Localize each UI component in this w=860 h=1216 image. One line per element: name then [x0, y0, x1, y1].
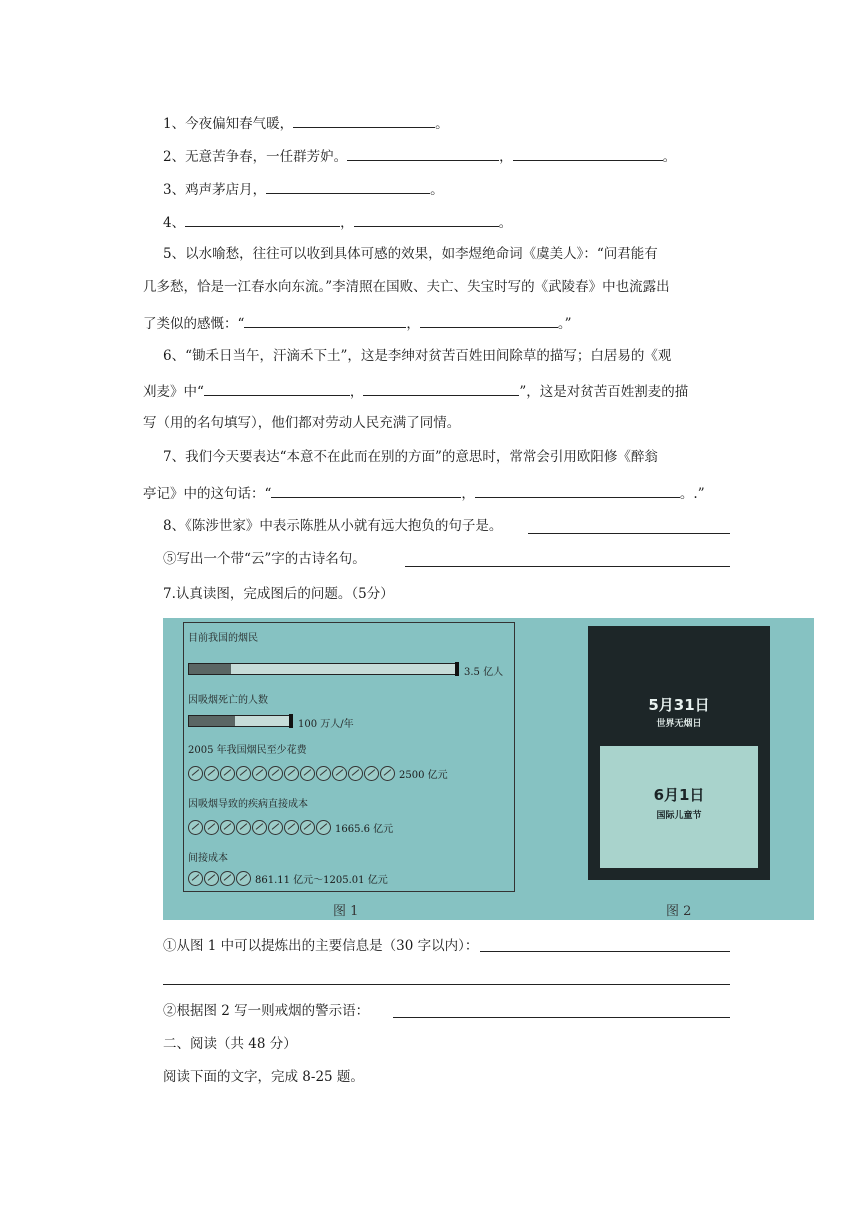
coin-icon: [204, 871, 219, 886]
question-7-line-2: 亭记》中的这句话：“ ， 。.”: [143, 482, 705, 504]
fig1-row3-coins: [188, 766, 448, 781]
fig2-caption: 图 2: [666, 904, 692, 919]
smokers-bar: [188, 663, 456, 675]
question-6-line-1: 6、“锄禾日当午，汗滴禾下土”，这是李绅对贫苦百姓田间除草的描写；白居易的《观: [163, 348, 672, 364]
coin-icon: [252, 766, 267, 781]
fig1-row2-label: 因吸烟死亡的人数: [188, 695, 268, 706]
answer-blank[interactable]: [513, 145, 663, 161]
fig1-row5-coins: [188, 871, 388, 886]
coin-icon: [268, 766, 283, 781]
answer-blank[interactable]: [204, 380, 350, 396]
smokers-bar-fill: [189, 664, 231, 674]
figure-1-panel: [183, 622, 515, 892]
question-7-line-1: 7、我们今天要表达“本意不在此而在别的方面”的意思时，常常会引用欧阳修《醉翁: [163, 449, 658, 465]
coin-icon: [236, 766, 251, 781]
answer-blank[interactable]: [363, 380, 519, 396]
question-1: 1、今夜偏知春气暖， 。: [163, 112, 449, 134]
coin-icon: [284, 820, 299, 835]
answer-line[interactable]: [480, 951, 730, 952]
coin-icon: [204, 820, 219, 835]
answer-blank[interactable]: [293, 112, 435, 128]
fig1-row2-value: 100 万人/年: [298, 719, 354, 730]
coin-icon: [332, 766, 347, 781]
fig2-date1: 5月31日: [648, 696, 710, 714]
answer-line[interactable]: [528, 533, 730, 534]
bar-cap: [455, 662, 459, 676]
answer-blank[interactable]: [271, 482, 461, 498]
answer-line[interactable]: [163, 984, 730, 985]
question-8: 8、《陈涉世家》中表示陈胜从小就有远大抱负的句子是。: [163, 518, 503, 534]
reading-instruction: 阅读下面的文字，完成 8-25 题。: [163, 1069, 364, 1085]
fig1-row4-value: 1665.6 亿元: [335, 824, 394, 835]
answer-blank[interactable]: [354, 211, 499, 227]
question-5-line-2: 几多愁，恰是一江春水向东流。”李清照在国败、夫亡、失宝时写的《武陵春》中也流露出: [143, 279, 670, 295]
fig1-row5-label: 间接成本: [188, 853, 228, 864]
question-4: 4、 ， 。: [163, 211, 512, 233]
smoking-figure: [163, 618, 814, 920]
coin-icon: [188, 820, 203, 835]
answer-line[interactable]: [393, 1017, 730, 1018]
coin-icon: [284, 766, 299, 781]
fig1-row1-value: 3.5 亿人: [464, 667, 504, 678]
section-2-heading: 二、阅读（共 48 分）: [163, 1036, 297, 1052]
answer-blank[interactable]: [266, 178, 430, 194]
answer-blank[interactable]: [347, 145, 499, 161]
question-figure: 7.认真读图，完成图后的问题。（5分）: [163, 586, 394, 602]
answer-blank[interactable]: [185, 211, 340, 227]
question-6-line-3: 写（用的名句填写），他们都对劳动人民充满了同情。: [143, 415, 461, 431]
coin-icon: [364, 766, 379, 781]
fig2-event2: 国际儿童节: [656, 811, 702, 821]
fig1-row4-coins: [188, 820, 393, 835]
question-yun: ⑤写出一个带“云”字的古诗名句。: [163, 551, 366, 567]
fig1-row3-value: 2500 亿元: [399, 770, 448, 781]
fig1-row3-label: 2005 年我国烟民至少花费: [188, 745, 307, 756]
question-5-line-1: 5、以水喻愁，往往可以收到具体可感的效果，如李煜绝命词《虞美人》：“问君能有: [163, 246, 658, 262]
bar-cap: [289, 714, 293, 728]
coin-icon: [316, 766, 331, 781]
figure-2-panel: [588, 626, 770, 880]
coin-icon: [188, 871, 203, 886]
coin-icon: [300, 820, 315, 835]
fig1-caption: 图 1: [333, 904, 359, 919]
sub-question-2: ②根据图 2 写一则戒烟的警示语：: [163, 1003, 370, 1019]
fig2-event1: 世界无烟日: [656, 719, 702, 729]
answer-blank[interactable]: [475, 482, 680, 498]
deaths-bar: [188, 715, 290, 727]
coin-icon: [236, 820, 251, 835]
question-5-line-3: 了类似的感慨：“ ， 。”: [143, 312, 572, 334]
fig2-date2: 6月1日: [653, 786, 705, 804]
question-6-line-2: 刈麦》中“ ， ”，这是对贫苦百姓割麦的描: [143, 380, 688, 402]
fig1-title: 目前我国的烟民: [188, 633, 258, 644]
coin-icon: [348, 766, 363, 781]
coin-icon: [220, 820, 235, 835]
coin-icon: [316, 820, 331, 835]
question-3: 3、鸡声茅店月， 。: [163, 178, 444, 200]
coin-icon: [252, 820, 267, 835]
sub-question-1: ①从图 1 中可以提炼出的主要信息是（30 字以内）：: [163, 938, 479, 954]
coin-icon: [204, 766, 219, 781]
deaths-bar-fill: [189, 716, 235, 726]
coin-icon: [268, 820, 283, 835]
answer-line[interactable]: [405, 566, 730, 567]
coin-icon: [236, 871, 251, 886]
fig1-row4-label: 因吸烟导致的疾病直接成本: [188, 799, 308, 810]
coin-icon: [300, 766, 315, 781]
answer-blank[interactable]: [244, 312, 406, 328]
coin-icon: [220, 871, 235, 886]
coin-icon: [380, 766, 395, 781]
coin-icon: [220, 766, 235, 781]
fig1-row5-value: 861.11 亿元～1205.01 亿元: [255, 875, 388, 886]
answer-blank[interactable]: [420, 312, 558, 328]
coin-icon: [188, 766, 203, 781]
question-2: 2、无意苦争春，一任群芳妒。 ， 。: [163, 145, 676, 167]
fig2-inner-box: [600, 746, 758, 868]
